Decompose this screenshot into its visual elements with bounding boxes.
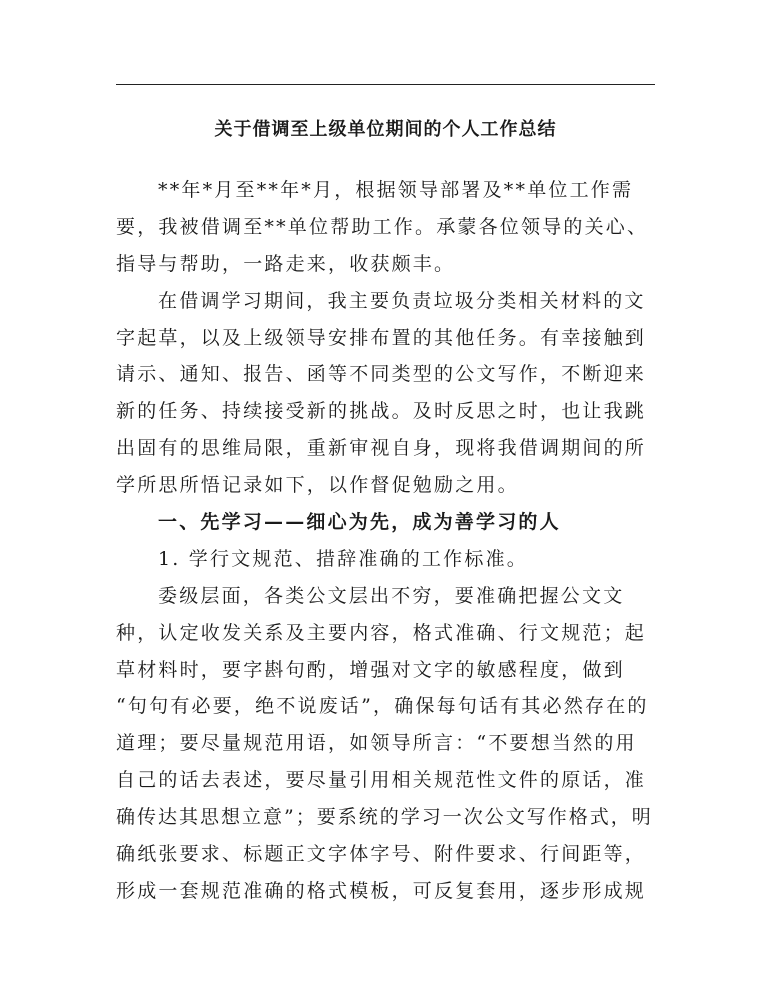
paragraph-line: 学所思所悟记录如下，以作督促勉励之用。 <box>116 474 519 497</box>
paragraph-line: 委级层面，各类公文层出不穷，要准确把握公文文 <box>158 584 625 607</box>
paragraph-line: 草材料时，要字斟句酌，增强对文字的敏感程度，做到 <box>116 658 625 681</box>
paragraph-line: 在借调学习期间，我主要负责垃圾分类相关材料的文 <box>158 289 646 312</box>
paragraph-line: 形成一套规范准确的格式模板，可反复套用，逐步形成规 <box>116 879 647 902</box>
paragraph-line: **年*月至**年*月，根据领导部署及**单位工作需 <box>158 179 634 201</box>
paragraph-line: 确传达其思想立意”；要系统的学习一次公文写作格式，明 <box>116 806 653 829</box>
paragraph-line: 1. 学行文规范、措辞准确的工作标准。 <box>158 547 528 570</box>
paragraph-line: 新的任务、持续接受新的挑战。及时反思之时，也让我跳 <box>116 400 647 423</box>
header-rule <box>116 84 655 85</box>
paragraph-line: 字起草，以及上级领导安排布置的其他任务。有幸接触到 <box>116 326 647 349</box>
paragraph-line: 种，认定收发关系及主要内容，格式准确、行文规范；起 <box>116 621 647 644</box>
paragraph-line: 请示、通知、报告、函等不同类型的公文写作，不断迎来 <box>116 363 647 386</box>
paragraph-line: 自己的话去表述，要尽量引用相关规范性文件的原话，准 <box>116 769 647 792</box>
section-heading: 一、先学习——细心为先，成为善学习的人 <box>158 511 561 534</box>
document-title: 关于借调至上级单位期间的个人工作总结 <box>214 119 557 140</box>
paragraph-line: 出固有的思维局限，重新审视自身，现将我借调期间的所 <box>116 437 647 460</box>
paragraph-line: 确纸张要求、标题正文字体字号、附件要求、行间距等， <box>116 843 647 866</box>
paragraph-line: “句句有必要，绝不说废话”，确保每句话有其必然存在的 <box>116 695 649 718</box>
paragraph-line: 指导与帮助，一路走来，收获颇丰。 <box>116 252 456 275</box>
document-body <box>116 172 655 910</box>
paragraph-line: 要，我被借调至**单位帮助工作。承蒙各位领导的关心、 <box>116 215 649 238</box>
paragraph-line: 道理；要尽量规范用语，如领导所言：“不要想当然的用 <box>116 732 637 755</box>
